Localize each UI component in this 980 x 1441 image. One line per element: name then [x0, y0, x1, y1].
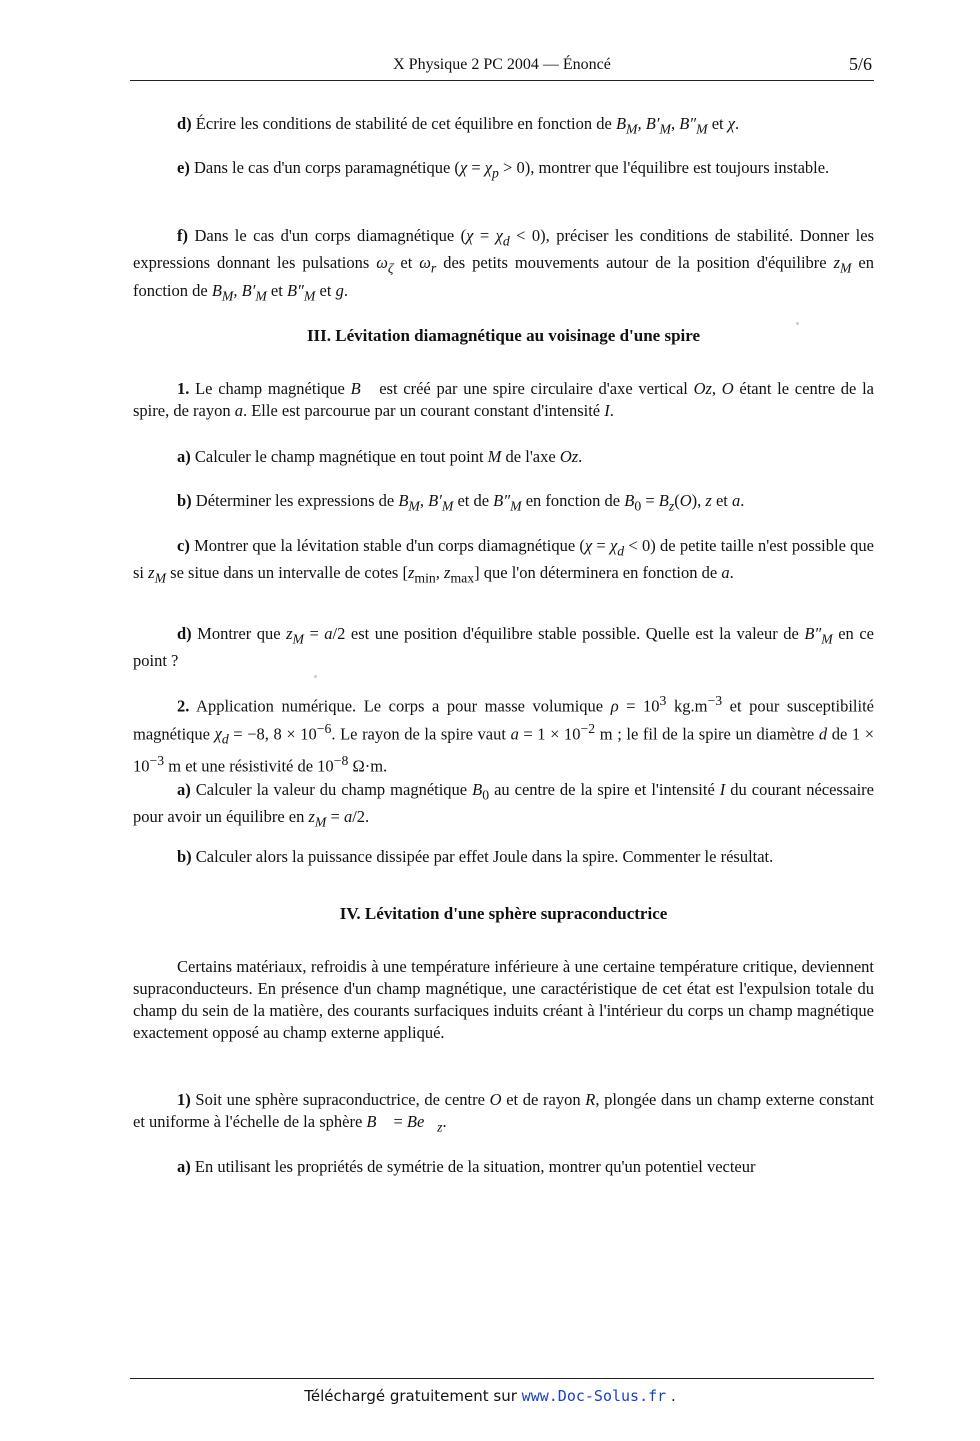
question-label: f): [177, 226, 188, 245]
page-number: 5/6: [848, 54, 872, 74]
question-text: En utilisant les propriétés de symétrie de la situation, montrer qu'un potentiel vecteur: [194, 1157, 756, 1176]
question-label: 1): [177, 1090, 191, 1109]
question-IV-1a: [133, 1156, 874, 1178]
question-III-1a: a) Calculer le champ magnétique en tout point M de l'axe Oz.: [177, 447, 583, 466]
question-III-1d: d) Montrer que $z_M = a/2$ est une position d'équilibre stable possible. Quelle est la valeur de $B''_M$ en ce point ?: [133, 624, 874, 671]
question-label: e): [177, 158, 190, 177]
question-label: a): [177, 1157, 191, 1176]
question-label: 1.: [177, 379, 190, 398]
question-label: a): [177, 780, 191, 799]
question-III-2: 2. Application numérique. Le corps a pour masse volumique $\rho = 10^3$ $kg.m^{-3}$ et pour susceptibilité magnétique $\chi_d = -8$, $8 \times 10^{-6}$. Le rayon de la spire vaut $a = 1 \times 10^{-2}$ m ; le fil de la spire un diamètre d de $1 \times 10^{-3}$ m et une résistivité de $10^{-8}$ Ω·m.: [133, 693, 875, 776]
question-text: Calculer alors la puissance dissipée par effet Joule dans la spire. Commenter le résultat.: [195, 847, 774, 866]
section-IV-intro: Certains matériaux, refroidis à une température inférieure à une certaine température critique, deviennent supraconducteurs. En présence d'un champ magnétique, une caractéristique de cet état est l'expulsion totale du champ du sein de la matière, des courants surfaciques induits créant à l'intérieur du corps un champ magnétique exactement opposé au champ externe appliqué.: [133, 957, 874, 1042]
question-III-2b: [133, 846, 874, 868]
question-III-1: 1. Le champ magnétique B⃗ est créé par une spire circulaire d'axe vertical Oz, O étant le centre de la spire, de rayon a. Elle est parcourue par un courant constant d'intensité I.: [133, 379, 875, 420]
question-label: b): [177, 847, 192, 866]
question-label: 2.: [177, 696, 190, 716]
question-label: b): [177, 491, 192, 510]
question-label: a): [177, 447, 191, 466]
footer-prefix: Téléchargé gratuitement sur: [304, 1387, 517, 1405]
footer-link[interactable]: www.Doc-Solus.fr: [521, 1387, 667, 1405]
question-III-2a: a) Calculer la valeur du champ magnétique $B_0$ au centre de la spire et l'intensité I du courant nécessaire pour avoir un équilibre en $z_M = a/2$.: [133, 780, 874, 830]
question-III-1b: b) Déterminer les expressions de $B_M$, $B'_M$ et de $B''_M$ en fonction de $B_0 = B_z(O)$, z et a.: [177, 491, 745, 514]
question-label: c): [177, 536, 190, 555]
question-III-1c: c) Montrer que la lévitation stable d'un corps diamagnétique $(\chi = \chi_d < 0)$ de petite taille n'est possible que si $z_M$ se situe dans un intervalle de cotes [$z_{min}$, $z_{max}$] que l'on déterminera en fonction de a.: [133, 536, 874, 586]
question-II-e: e) Dans le cas d'un corps paramagnétique $(\chi = \chi_p > 0)$, montrer que l'équilibre est toujours instable.: [177, 158, 830, 181]
footer-suffix: .: [670, 1387, 676, 1405]
question-label: d): [177, 624, 192, 643]
question-label: d): [177, 114, 192, 133]
page-header: [130, 50, 874, 81]
header-title: X Physique 2 PC 2004 — Énoncé: [393, 56, 611, 73]
section-IV-title: IV. Lévitation d'une sphère supraconductrice: [339, 904, 668, 923]
section-III-title: III. Lévitation diamagnétique au voisinage d'une spire: [306, 326, 701, 345]
question-IV-1: 1) Soit une sphère supraconductrice, de centre O et de rayon R, plongée dans un champ externe constant et uniforme à l'échelle de la sphère B⃗ = $Be⃗_z$.: [133, 1090, 874, 1135]
question-II-d: d) Écrire les conditions de stabilité de cet équilibre en fonction de $B_M$, $B'_M$, $B''_M$ et χ.: [177, 114, 740, 137]
scan-speck: [314, 675, 317, 678]
page-footer: [0, 1387, 980, 1405]
scan-speck: [796, 322, 799, 325]
footer-rule: [130, 1378, 874, 1379]
question-II-f: f) Dans le cas d'un corps diamagnétique $(\chi = \chi_d < 0)$, préciser les conditions de stabilité. Donner les expressions donnant les pulsations $\omega_\zeta$ et $\omega_r$ des petits mouvements autour de la position d'équilibre $z_M$ en fonction de $B_M$, $B'_M$ et $B''_M$ et g.: [133, 226, 874, 303]
